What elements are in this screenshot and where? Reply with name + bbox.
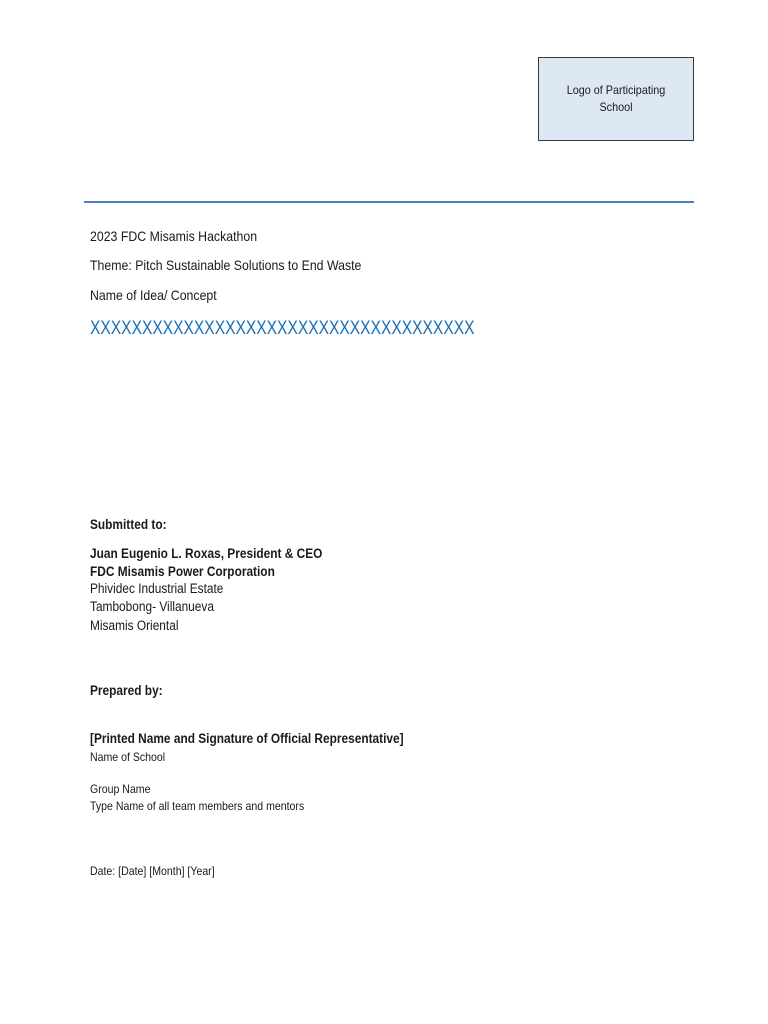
- submitted-to-label: Submitted to:: [90, 517, 167, 532]
- recipient-name: Juan Eugenio L. Roxas, President & CEO: [90, 546, 323, 561]
- header-divider: [84, 201, 694, 203]
- date-line: Date: [Date] [Month] [Year]: [90, 864, 215, 878]
- representative-placeholder: [Printed Name and Signature of Official Representative]: [90, 731, 404, 746]
- school-logo-placeholder: [538, 57, 694, 141]
- group-name-placeholder: Group Name: [90, 782, 151, 796]
- theme-line: Theme: Pitch Sustainable Solutions to End Waste: [90, 257, 362, 273]
- address-line-1: Phividec Industrial Estate: [90, 581, 224, 596]
- idea-placeholder: XXXXXXXXXXXXXXXXXXXXXXXXXXXXXXXXXXXXX: [90, 318, 475, 339]
- logo-text-line1: Logo of Participating: [566, 83, 666, 97]
- event-title: 2023 FDC Misamis Hackathon: [90, 228, 258, 244]
- recipient-company: FDC Misamis Power Corporation: [90, 564, 275, 579]
- prepared-by-label: Prepared by:: [90, 683, 163, 698]
- logo-text-line2: School: [599, 100, 633, 114]
- idea-label: Name of Idea/ Concept: [90, 287, 217, 303]
- logo-placeholder-text: [567, 82, 666, 116]
- address-line-3: Misamis Oriental: [90, 618, 179, 633]
- team-members-placeholder: Type Name of all team members and mentors: [90, 799, 305, 813]
- address-line-2: Tambobong- Villanueva: [90, 599, 214, 614]
- school-name-placeholder: Name of School: [90, 750, 166, 764]
